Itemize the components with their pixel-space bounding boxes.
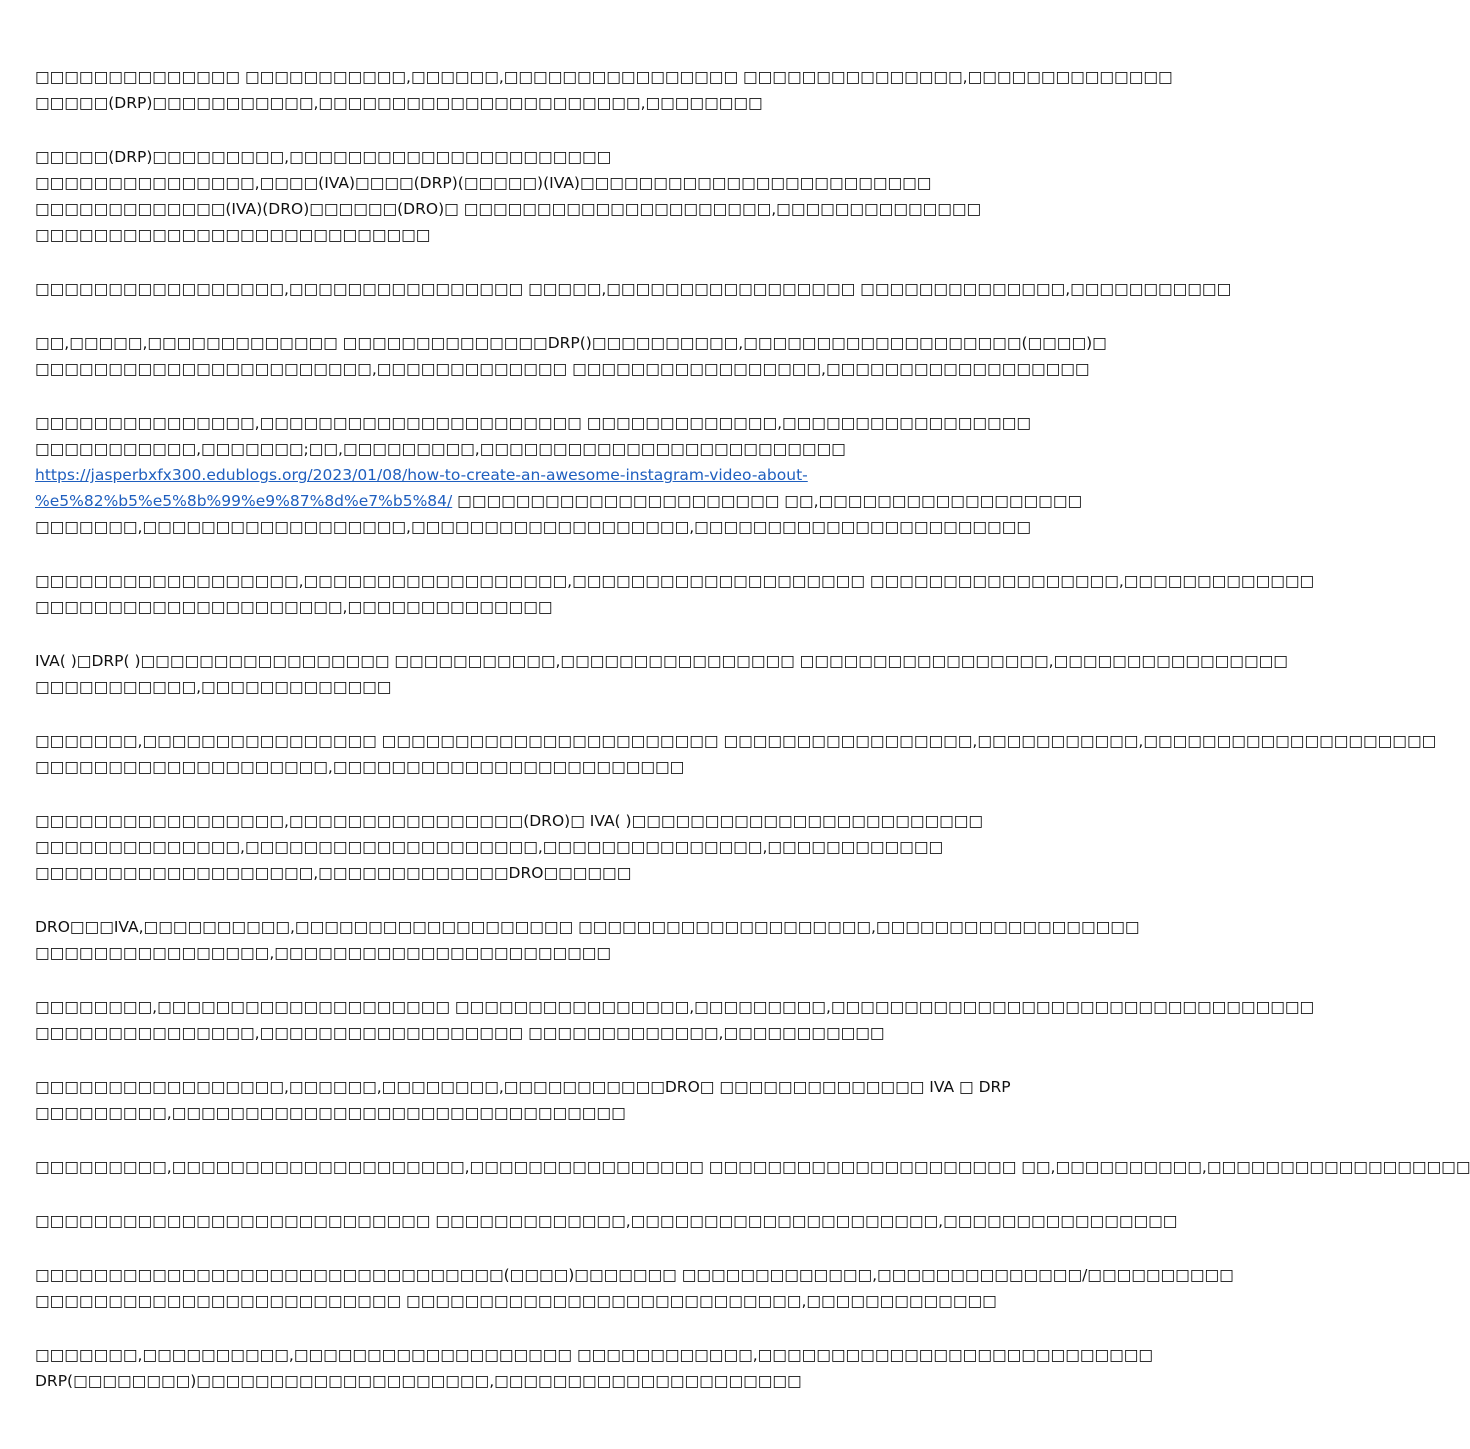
text-line: □□□□□□□□□□□□□□□□□□□,□□□□□□□□□□□□□DRO□□□□□□ [35,864,632,882]
text-line: □□,□□□□□,□□□□□□□□□□□□□ □□□□□□□□□□□□□□DRP()□□□□□□□□□□,□□□□□□□□□□□□□□□□□□□(□□□□)□ [35,334,1107,352]
text-line: □□□□□□□□□□□□□□□□□□□□□□□□□ □□□□□□□□□□□□□□□□□□□□□□□□□□□,□□□□□□□□□□□□□ [35,1292,997,1310]
link-line [35,462,995,488]
text-line: □□□□□□□□,□□□□□□□□□□□□□□□□□□□□ □□□□□□□□□□□□□□□□,□□□□□□□□□,□□□□□□□□□□□□□□□□□□□□□□□□□□□□□□□□□ [35,998,1315,1016]
text-line: □□□□□(DRP)□□□□□□□□□,□□□□□□□□□□□□□□□□□□□□□□ [35,148,612,166]
paragraph-9 [35,808,995,886]
paragraph-11 [35,994,1315,1046]
paragraph-1 [35,64,1173,116]
text-line: □□□□□□□,□□□□□□□□□□,□□□□□□□□□□□□□□□□□□□ □□□□□□□□□□□□,□□□□□□□□□□□□□□□□□□□□□□□□□□□ [35,1346,1154,1364]
text-line: □□□□□□□□□□□,□□□□□□□;□□,□□□□□□□□□,□□□□□□□□□□□□□□□□□□□□□□□□□ [35,440,846,458]
text-line: □□□□□□□□□□□□□□□,□□□□(IVA)□□□□(DRP)(□□□□□)(IVA)□□□□□□□□□□□□□□□□□□□□□□□□ [35,174,932,192]
text-line: □□□□□□□□□□□□□□□□□,□□□□□□,□□□□□□□□,□□□□□□□□□□□DRO□ □□□□□□□□□□□□□□ IVA □ DRP [35,1078,1011,1096]
text-line: □□□□□□□□□□□,□□□□□□□□□□□□□ [35,678,392,696]
text-line: □□□□□□□□□□□□□□□□□□□□□□□□□□□ □□□□□□□□□□□□□,□□□□□□□□□□□□□□□□□□□□□,□□□□□□□□□□□□□□□□ [35,1212,1178,1230]
text-line: □□□□□□□□□□□□□□□□□□□□□□□□□□□□□□□□(□□□□)□□□□□□□ □□□□□□□□□□□□□,□□□□□□□□□□□□□□/□□□□□□□□□□ [35,1266,1234,1284]
link-line [35,488,1083,514]
paragraph-12 [35,1074,1011,1126]
paragraph-6 [35,568,1315,620]
paragraph-5 [35,410,1083,540]
text-line: □□□□□(DRP)□□□□□□□□□□□,□□□□□□□□□□□□□□□□□□□□□□,□□□□□□□□ [35,94,763,112]
paragraph-2 [35,144,995,248]
paragraph-4 [35,330,1107,382]
text-line: DRP(□□□□□□□□)□□□□□□□□□□□□□□□□□□□□,□□□□□□□□□□□□□□□□□□□□□ [35,1372,802,1390]
paragraph-15 [35,1262,1234,1314]
article-link[interactable]: https://jasperbxfx300.edublogs.org/2023/01/08/how-to-create-an-awesome-instagram-video-about- [35,466,808,484]
text-line: IVA( )□DRP( )□□□□□□□□□□□□□□□□□ □□□□□□□□□□□,□□□□□□□□□□□□□□□□ □□□□□□□□□□□□□□□□□,□□□□□□□□□□□□□□□□ [35,652,1288,670]
text-line: □□□□□□□□□□□□□□ □□□□□□□□□□□,□□□□□□,□□□□□□□□□□□□□□□□ □□□□□□□□□□□□□□□,□□□□□□□□□□□□□□ [35,68,1173,86]
paragraph-10 [35,914,1140,966]
paragraph-14 [35,1208,1178,1234]
text-line: □□□□□□□□□□□□□□□□□□□□,□□□□□□□□□□□□□□□□□□□□□□□□ [35,758,685,776]
text-line: □□□□□□□□□□□□□□□□,□□□□□□□□□□□□□□□□□□□□□□□ [35,944,612,962]
text-line: □□□□□□□□□□□□□□□□□□,□□□□□□□□□□□□□□□□□□,□□□□□□□□□□□□□□□□□□□□ □□□□□□□□□□□□□□□□□,□□□□□□□□□□□□□ [35,572,1315,590]
text-line: □□□□□□□□□□□□□□□□□□□□□□□,□□□□□□□□□□□□□ □□□□□□□□□□□□□□□□□,□□□□□□□□□□□□□□□□□□ [35,360,1090,378]
article-link-continued[interactable]: %e5%82%b5%e5%8b%99%e9%87%8d%e7%b5%84/ [35,492,453,510]
text-line: □□□□□□□□□□□□□□□□□,□□□□□□□□□□□□□□□□ □□□□□,□□□□□□□□□□□□□□□□□ □□□□□□□□□□□□□□,□□□□□□□□□□□ [35,280,1232,298]
document-body [35,64,1470,1422]
text-line: □□□□□□□□□□□□□(IVA)(DRO)□□□□□□(DRO)□ □□□□□□□□□□□□□□□□□□□□□,□□□□□□□□□□□□□□ [35,200,982,218]
paragraph-8 [35,728,1437,780]
text-line: □□□□□□□,□□□□□□□□□□□□□□□□□□,□□□□□□□□□□□□□□□□□□□,□□□□□□□□□□□□□□□□□□□□□□□ [35,518,1031,536]
paragraph-7 [35,648,1288,700]
text-after-link: □□□□□□□□□□□□□□□□□□□□□□ □□,□□□□□□□□□□□□□□□□□□ [452,492,1083,510]
text-line: □□□□□□□□□,□□□□□□□□□□□□□□□□□□□□,□□□□□□□□□□□□□□□□ □□□□□□□□□□□□□□□□□□□□□ □□,□□□□□□□□□□,□□□□□□□□□□□□□□□□□□ [35,1158,1470,1176]
text-line: □□□□□□□,□□□□□□□□□□□□□□□□ □□□□□□□□□□□□□□□□□□□□□□□ □□□□□□□□□□□□□□□□□,□□□□□□□□□□□,□□□□□□□□□□□□□□□□□□□□ [35,732,1437,750]
text-line: □□□□□□□□□□□□□□,□□□□□□□□□□□□□□□□□□□□,□□□□□□□□□□□□□□□,□□□□□□□□□□□□ [35,838,944,856]
text-line: □□□□□□□□□□□□□□□,□□□□□□□□□□□□□□□□□□ □□□□□□□□□□□□□,□□□□□□□□□□□ [35,1024,885,1042]
text-line: □□□□□□□□□□□□□□□□□□□□□,□□□□□□□□□□□□□□ [35,598,553,616]
text-line: DRO□□□IVA,□□□□□□□□□□,□□□□□□□□□□□□□□□□□□□ □□□□□□□□□□□□□□□□□□□□,□□□□□□□□□□□□□□□□□□ [35,918,1140,936]
text-line: □□□□□□□□□□□□□□□□□□□□□□□□□□□ [35,226,431,244]
text-line: □□□□□□□□□□□□□□□,□□□□□□□□□□□□□□□□□□□□□□ □□□□□□□□□□□□□,□□□□□□□□□□□□□□□□□ [35,414,1031,432]
paragraph-16 [35,1342,1154,1394]
paragraph-3 [35,276,1232,302]
paragraph-13 [35,1154,1470,1180]
text-line: □□□□□□□□□□□□□□□□□,□□□□□□□□□□□□□□□□(DRO)□ IVA( )□□□□□□□□□□□□□□□□□□□□□□□□ [35,812,984,830]
text-line: □□□□□□□□□,□□□□□□□□□□□□□□□□□□□□□□□□□□□□□□□ [35,1104,626,1122]
